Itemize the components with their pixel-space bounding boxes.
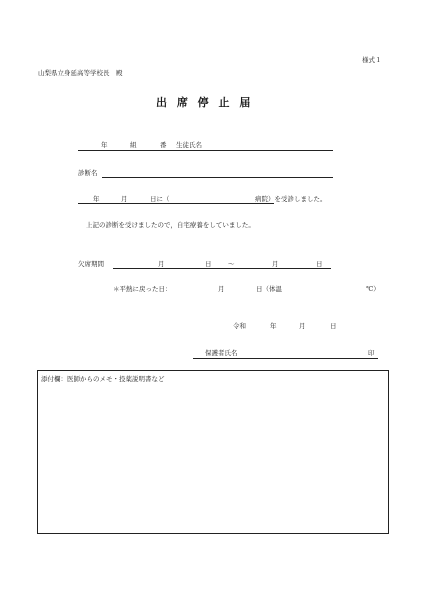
student-number-label: 番 bbox=[160, 141, 167, 149]
visit-hospital-label: 病院）を受診しました。 bbox=[255, 195, 327, 203]
absence-month-2: 月 bbox=[272, 260, 279, 268]
visit-month-label: 月 bbox=[121, 195, 128, 203]
date-day-label: 日 bbox=[330, 322, 337, 330]
page-title: 出 席 停 止 届 bbox=[156, 96, 254, 109]
absence-month-1: 月 bbox=[158, 260, 165, 268]
absence-tilde: ～ bbox=[228, 260, 235, 268]
guardian-line[interactable] bbox=[193, 358, 378, 359]
visit-day-label: 日に（ bbox=[150, 195, 170, 203]
date-era: 令和 bbox=[233, 322, 246, 330]
addressee: 山梨県立身延高等学校長 殿 bbox=[38, 69, 123, 77]
student-name-label: 生徒氏名 bbox=[176, 141, 202, 149]
visit-row-line[interactable] bbox=[78, 203, 274, 204]
date-month-label: 月 bbox=[299, 322, 306, 330]
absence-day-1: 日 bbox=[205, 260, 212, 268]
diagnosis-label: 診断名 bbox=[78, 169, 98, 177]
absence-line[interactable] bbox=[113, 268, 331, 269]
fever-label: ＊平熱に戻った日： bbox=[113, 285, 172, 293]
fever-unit: ℃） bbox=[366, 285, 380, 293]
student-class-label: 組 bbox=[130, 141, 137, 149]
diagnosis-line[interactable] bbox=[102, 177, 333, 178]
statement: 上記の診断を受けましたので，自宅療養をしていました。 bbox=[86, 221, 255, 229]
attachment-label: 添付欄：医師からのメモ・投薬説明書など bbox=[41, 375, 165, 383]
form-number: 様式１ bbox=[362, 56, 382, 64]
guardian-seal: 印 bbox=[368, 349, 375, 357]
absence-label: 欠席期間 bbox=[78, 260, 104, 268]
fever-day-temp: 日（体温 bbox=[256, 285, 282, 293]
absence-day-2: 日 bbox=[316, 260, 323, 268]
attachment-box[interactable] bbox=[37, 370, 389, 534]
guardian-label: 保護者氏名 bbox=[205, 349, 238, 357]
visit-year-label: 年 bbox=[93, 195, 100, 203]
student-row-line[interactable] bbox=[78, 150, 333, 151]
date-year-label: 年 bbox=[270, 322, 277, 330]
fever-month: 月 bbox=[218, 285, 225, 293]
student-year-label: 年 bbox=[101, 141, 108, 149]
